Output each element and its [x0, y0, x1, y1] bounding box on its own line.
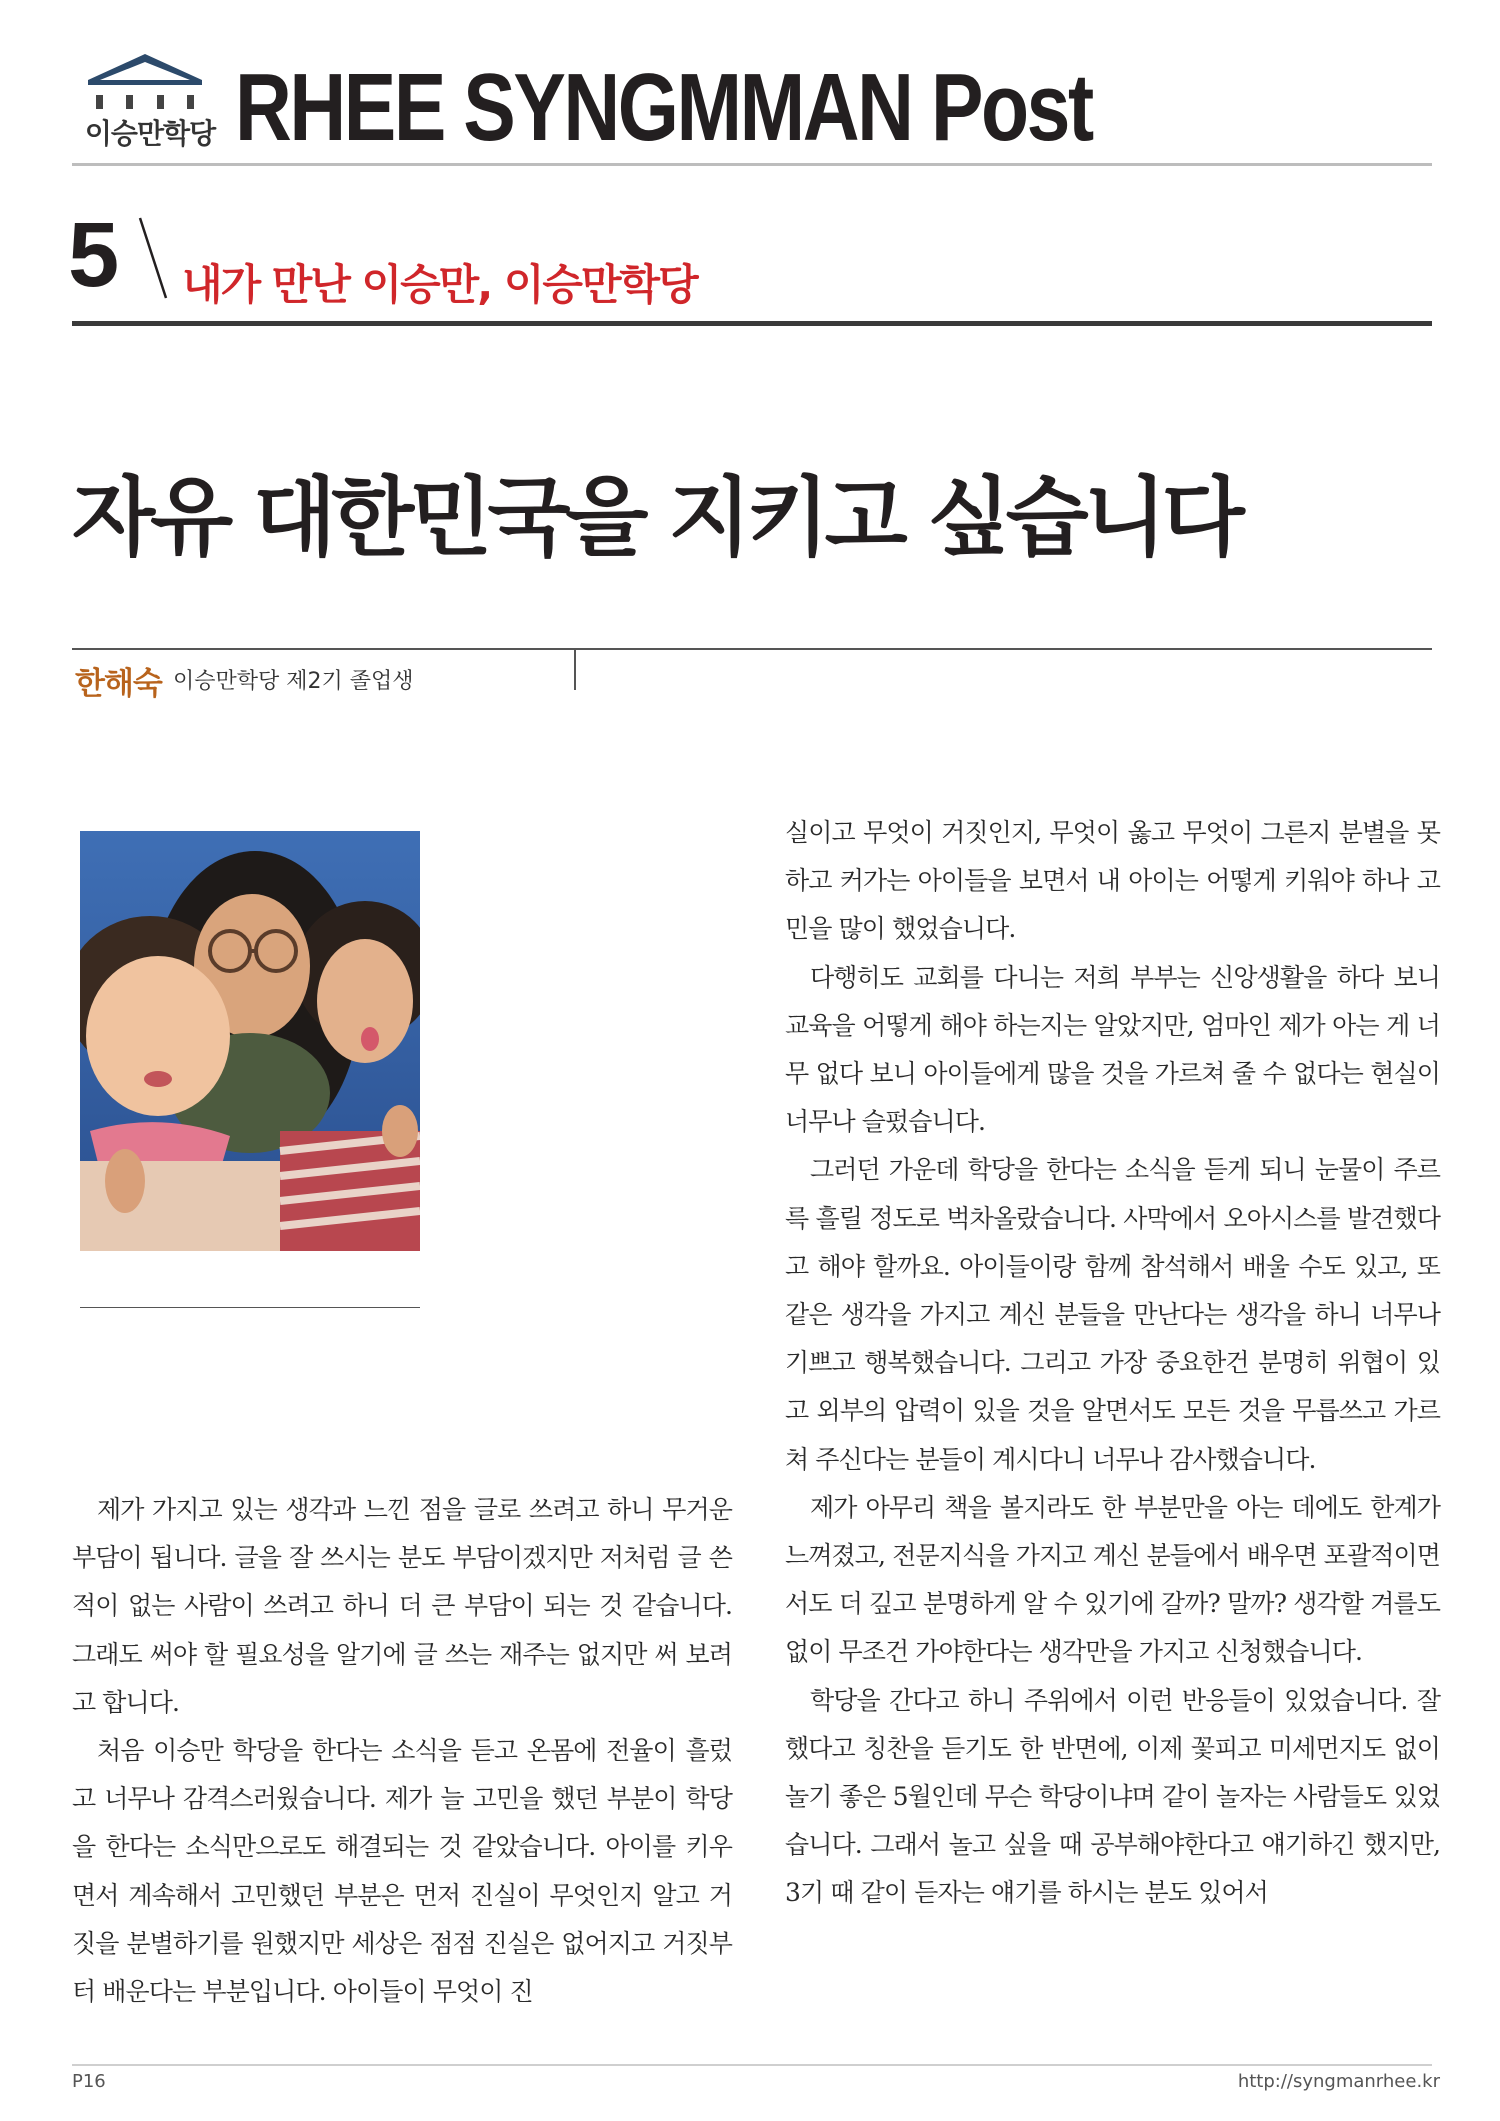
article-column-left: [72, 1486, 732, 2016]
footer-rule: [72, 2064, 1432, 2066]
author-title: 이승만학당 제2기 졸업생: [173, 669, 414, 694]
article-headline: 자유 대한민국을 지키고 싶습니다: [72, 468, 1240, 568]
author-divider: [574, 650, 576, 690]
paragraph: 제가 가지고 있는 생각과 느낀 점을 글로 쓰려고 하니 무거운 부담이 됩니다. 글을 잘 쓰시는 분도 부담이겠지만 저처럼 글 쓴 적이 없는 사람이 쓰려고 하니 더 큰 부담이 되는 것 같습니다. 그래도 써야 할 필요성을 알기에 글 쓰는 재주는 없지만 써 보려고 합니다.: [72, 1495, 732, 1717]
author-name: 한해숙: [75, 666, 162, 702]
author-family-photo: [80, 831, 420, 1251]
masthead-rule: [72, 163, 1432, 166]
section-number: 5: [68, 204, 120, 306]
paragraph: 처음 이승만 학당을 한다는 소식을 듣고 온몸에 전율이 흘렀고 너무나 감격스러웠습니다. 제가 늘 고민을 했던 부분이 학당을 한다는 소식만으로도 해결되는 것 같았습니다. 아이를 키우면서 계속해서 고민했던 부분은 먼저 진실이 무엇인지 알고 거짓을 분별하기를 원했지만 세상은 점점 진실은 없어지고 거짓부터 배운다는 부분입니다. 아이들이 무엇이 진: [72, 1736, 732, 2007]
footer-url-link[interactable]: http://syngmanrhee.kr: [1237, 2071, 1440, 2092]
photo-rule: [80, 1307, 420, 1308]
section-title: 내가 만난 이승만, 이승만학당: [182, 260, 697, 309]
paragraph-continuation: 실이고 무엇이 거짓인지, 무엇이 옳고 무엇이 그른지 분별을 못하고 커가는 아이들을 보면서 내 아이는 어떻게 키워야 하나 고민을 많이 했었습니다.: [785, 818, 1440, 944]
paragraph: 제가 아무리 책을 볼지라도 한 부분만을 아는 데에도 한계가 느껴졌고, 전문지식을 가지고 계신 분들에서 배우면 포괄적이면서도 더 깊고 분명하게 알 수 있기에 갈까? 말까? 생각할 겨를도 없이 무조건 가야한다는 생각만을 가지고 신청했습니다.: [785, 1492, 1440, 1667]
section-slash-divider: [122, 210, 182, 302]
masthead-title: RHEE SYNGMMAN Post: [235, 54, 1092, 161]
section-rule: [72, 321, 1432, 326]
page-number: P16: [72, 2071, 106, 2092]
paragraph: 그러던 가운데 학당을 한다는 소식을 듣게 되니 눈물이 주르륵 흘릴 정도로 벅차올랐습니다. 사막에서 오아시스를 발견했다고 해야 할까요. 아이들이랑 함께 참석해서 배울 수도 있고, 또 같은 생각을 가지고 계신 분들을 만난다는 생각을 하니 너무나 기쁘고 행복했습니다. 그리고 가장 중요한건 분명히 위협이 있고 외부의 압력이 있을 것을 알면서도 모든 것을 무릅쓰고 가르쳐 주신다는 분들이 계시다니 너무나 감사했습니다.: [785, 1155, 1440, 1474]
logo-text: 이승만학당: [84, 117, 216, 150]
paragraph: 학당을 간다고 하니 주위에서 이런 반응들이 있었습니다. 잘했다고 칭찬을 듣기도 한 반면에, 이제 꽃피고 미세먼지도 없이 놀기 좋은 5월인데 무슨 학당이냐며 같이 놀자는 사람들도 있었습니다. 그래서 놀고 싶을 때 공부해야한다고 얘기하긴 했지만, 3기 때 같이 듣자는 얘기를 하시는 분도 있어서: [785, 1685, 1440, 1908]
author-rule: [72, 648, 1432, 650]
paragraph: 다행히도 교회를 다니는 저희 부부는 신앙생활을 하다 보니 교육을 어떻게 해야 하는지는 알았지만, 엄마인 제가 아는 게 너무 없다 보니 아이들에게 많을 것을 가르쳐 줄 수 없다는 현실이 너무나 슬펐습니다.: [785, 962, 1440, 1137]
article-column-right: [785, 809, 1440, 1918]
